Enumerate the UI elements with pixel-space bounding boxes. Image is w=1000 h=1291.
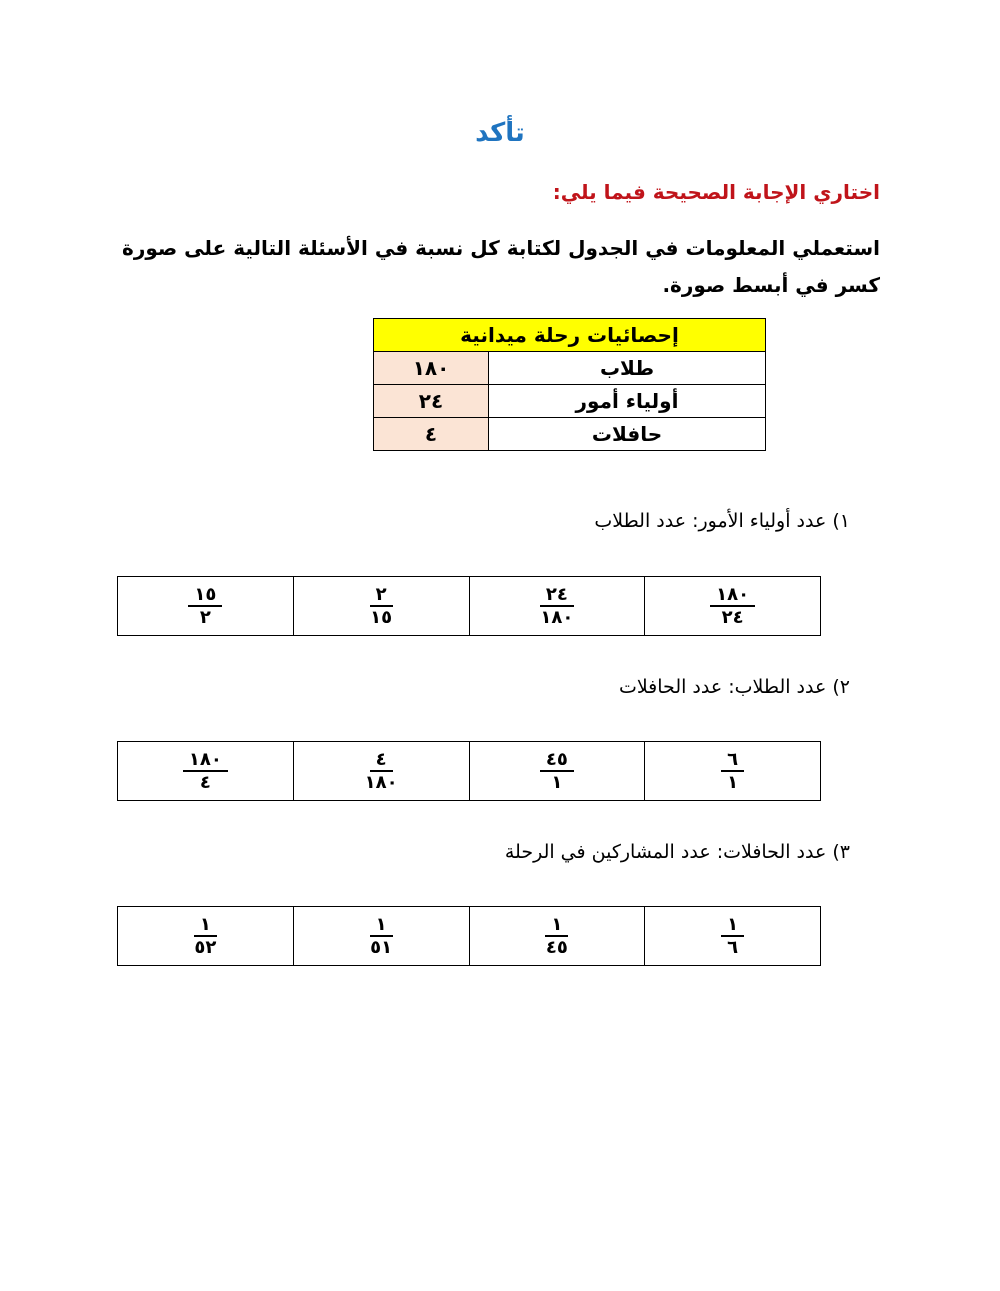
row-label: أولياء أمور (489, 385, 766, 418)
denominator: ٤٥ (545, 937, 568, 958)
row-label: حافلات (489, 418, 766, 451)
denominator: ١ (551, 772, 563, 793)
fraction (188, 585, 222, 627)
numerator: ١ (370, 915, 393, 937)
answer-option[interactable] (293, 742, 469, 800)
answer-option[interactable] (644, 742, 820, 800)
denominator: ٥٢ (194, 937, 217, 958)
answer-option[interactable] (644, 577, 820, 635)
numerator: ٢٤ (540, 585, 574, 607)
numerator: ١٨٠ (183, 750, 228, 772)
answer-option[interactable] (293, 907, 469, 965)
answer-option[interactable] (644, 907, 820, 965)
denominator: ١٨٠ (364, 772, 398, 793)
fraction (183, 750, 228, 792)
fraction (540, 585, 574, 627)
answer-option[interactable] (469, 742, 645, 800)
table-row (374, 385, 766, 418)
table-row (374, 418, 766, 451)
numerator: ١٥ (188, 585, 222, 607)
fraction (721, 915, 744, 957)
fraction (370, 915, 393, 957)
answer-option[interactable] (118, 577, 293, 635)
answer-option[interactable] (469, 577, 645, 635)
question-1-options (117, 576, 821, 636)
row-value: ١٨٠ (374, 352, 489, 385)
denominator: ١٨٠ (540, 607, 574, 628)
table-row (374, 352, 766, 385)
fraction (545, 915, 568, 957)
fraction (194, 915, 217, 957)
denominator: ١ (727, 772, 739, 793)
fraction (710, 585, 755, 627)
numerator: ٤٥ (540, 750, 574, 772)
answer-option[interactable] (118, 742, 293, 800)
numerator: ١ (545, 915, 568, 937)
row-value: ٢٤ (374, 385, 489, 418)
fraction (370, 585, 393, 627)
question-2-options (117, 741, 821, 801)
denominator: ٢٤ (721, 607, 744, 628)
answer-option[interactable] (293, 577, 469, 635)
page-title: تأكد (475, 118, 525, 148)
row-value: ٤ (374, 418, 489, 451)
numerator: ٤ (370, 750, 393, 772)
answer-option[interactable] (469, 907, 645, 965)
question-1-text: ١) عدد أولياء الأمور: عدد الطلاب (594, 510, 850, 532)
denominator: ٦ (727, 937, 739, 958)
denominator: ١٥ (370, 607, 393, 628)
numerator: ١ (194, 915, 217, 937)
fraction (721, 750, 744, 792)
row-label: طلاب (489, 352, 766, 385)
question-3-text: ٣) عدد الحافلات: عدد المشاركين في الرحلة (504, 841, 850, 863)
numerator: ٢ (370, 585, 393, 607)
stats-table (373, 318, 766, 451)
instruction-text: اختاري الإجابة الصحيحة فيما يلي: (552, 180, 880, 204)
question-2-text: ٢) عدد الطلاب: عدد الحافلات (618, 676, 850, 698)
prompt-text: استعملي المعلومات في الجدول لكتابة كل نسبة في الأسئلة التالية على صورة كسر في أبسط صورة. (122, 236, 880, 297)
stats-table-header: إحصائيات رحلة ميدانية (374, 319, 766, 352)
numerator: ٦ (721, 750, 744, 772)
denominator: ٢ (199, 607, 211, 628)
fraction (540, 750, 574, 792)
numerator: ١ (721, 915, 744, 937)
numerator: ١٨٠ (710, 585, 755, 607)
fraction (365, 750, 398, 792)
denominator: ٤ (199, 772, 211, 793)
question-3-options (117, 906, 821, 966)
answer-option[interactable] (118, 907, 293, 965)
denominator: ٥١ (370, 937, 393, 958)
